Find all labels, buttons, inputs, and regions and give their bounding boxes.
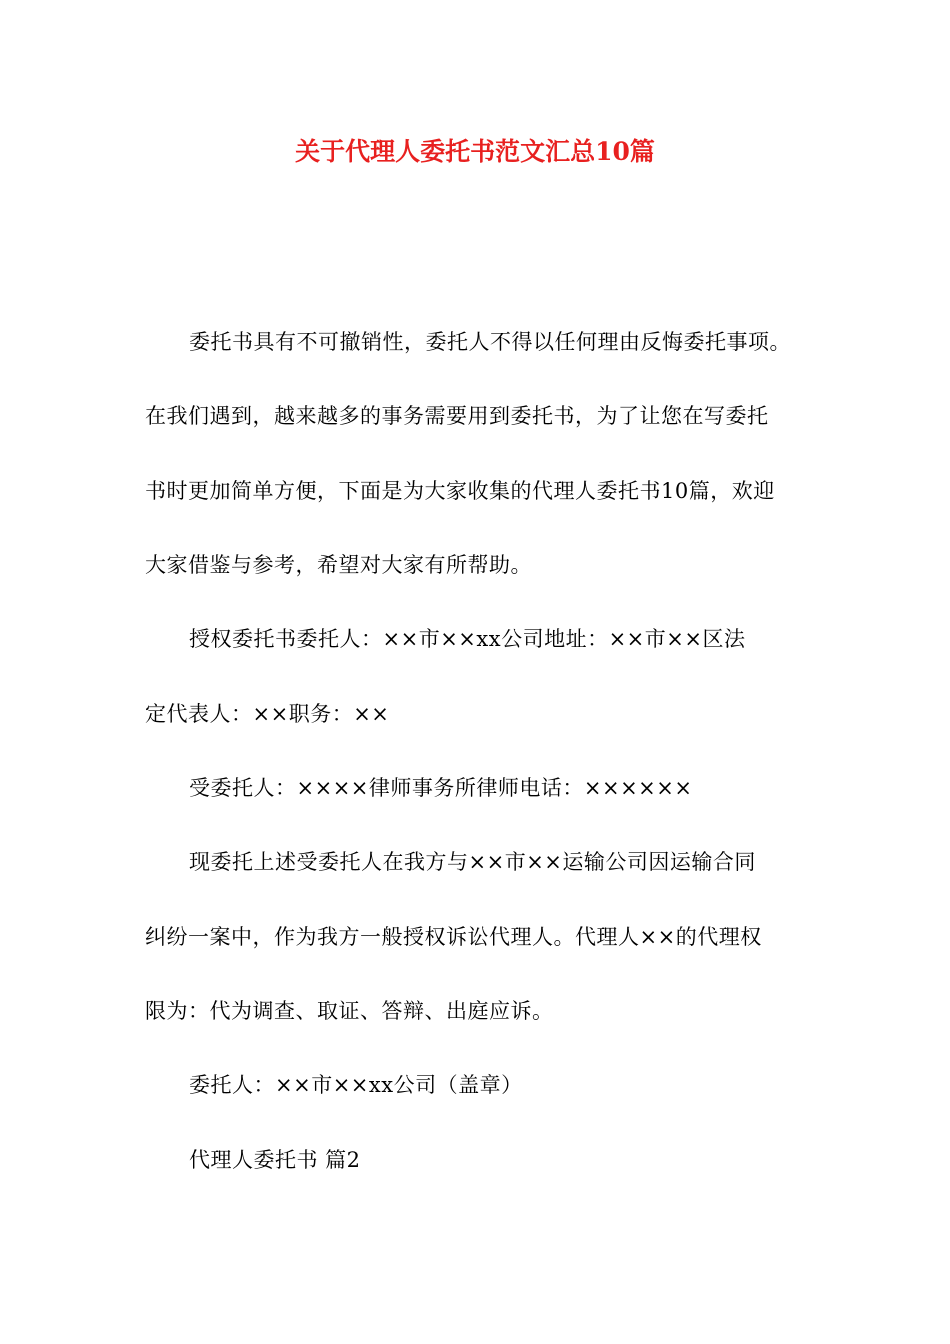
paragraph-line: 限为：代为调查、取证、答辩、出庭应诉。 xyxy=(145,999,554,1023)
paragraph-line: 在我们遇到，越来越多的事务需要用到委托书，为了让您在写委托 xyxy=(145,404,769,428)
paragraph-line: 授权委托书委托人：××市××xx公司地址：××市××区法 xyxy=(189,627,746,651)
paragraph-line: 委托书具有不可撤销性，委托人不得以任何理由反悔委托事项。 xyxy=(189,330,791,354)
paragraph-line: 大家借鉴与参考，希望对大家有所帮助。 xyxy=(145,553,532,577)
paragraph-line: 定代表人：××职务：×× xyxy=(145,702,390,726)
section-heading: 代理人委托书 篇2 xyxy=(189,1148,361,1172)
paragraph-line: 书时更加简单方便，下面是为大家收集的代理人委托书10篇，欢迎 xyxy=(145,479,775,503)
paragraph-line: 现委托上述受委托人在我方与××市××运输公司因运输合同 xyxy=(189,850,756,874)
paragraph-line: 委托人：××市××xx公司（盖章） xyxy=(189,1073,523,1097)
document-title: 关于代理人委托书范文汇总10篇 xyxy=(295,137,655,166)
paragraph-line: 受委托人：××××律师事务所律师电话：×××××× xyxy=(189,776,693,800)
paragraph-line: 纠纷一案中，作为我方一般授权诉讼代理人。代理人××的代理权 xyxy=(145,925,762,949)
